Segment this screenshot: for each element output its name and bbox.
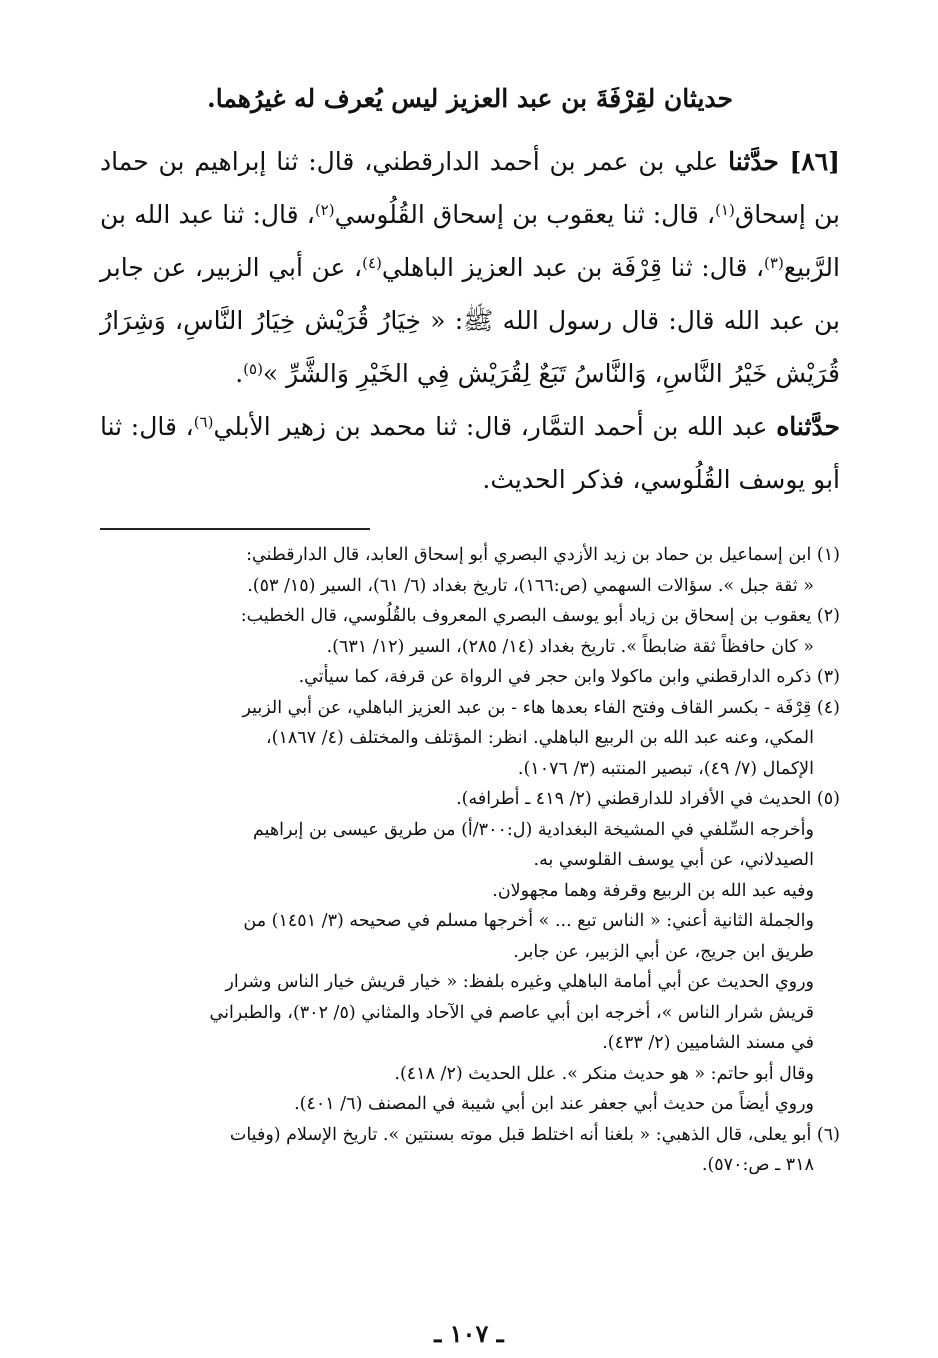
text-segment: ، قال: ثنا عبد الله بن الرَّبيع [100,200,840,282]
text-segment: ، عن أبي الزبير، عن جابر بن عبد الله قال: قال رسول الله ﷺ: « خِيَارُ قُرَيْش خِيَارُ النَّاسِ، وَشِرَارُ قُرَيْش خَيْرُ النَّاسِ، وَالنَّاسُ تَبَعٌ لِقُرَيْش فِي الخَيْرِ وَالشَّرِّ » [100,253,840,388]
footnote-ref-1[interactable]: (١) [715,201,735,219]
main-text [100,135,840,506]
footnote-line: المكي، وعنه عبد الله بن الربيع الباهلي. انظر: المؤتلف والمختلف (٤/ ١٨٦٧)، [266,728,814,748]
text-segment: . [235,359,244,388]
footnotes [100,540,840,1181]
footnote-3 [100,662,840,693]
footnote-line: وروي أيضاً من حديث أبي جعفر عند ابن أبي شيبة في المصنف (٦/ ٤٠١). [294,1094,814,1114]
hadith-paragraph-2 [100,400,840,506]
footnote-ref-5[interactable]: (٥) [243,360,263,378]
page-number: ـ ١٠٧ ـ [434,1319,504,1348]
footnote-line: (٣) ذكره الدارقطني وابن ماكولا وابن حجر في الرواة عن قرفة، كما سيأتي. [298,667,840,687]
text-segment: ، قال: ثنا قِرْفَة بن عبد العزيز الباهلي [381,253,765,282]
chapter-heading: حديثان لقِرْفَةَ بن عبد العزيز ليس يُعرف له غيرُهما. [207,84,733,113]
footnote-line: قريش شرار الناس »، أخرجه ابن أبي عاصم في الآحاد والمثاني (٥/ ٣٠٢)، والطبراني [209,1002,814,1023]
footnote-line: (١) ابن إسماعيل بن حماد بن زيد الأزدي البصري أبو إسحاق العابد، قال الدارقطني: [246,545,840,565]
hadith-paragraph-86 [100,135,840,400]
footnote-ref-2[interactable]: (٢) [314,201,335,219]
footnote-line: والجملة الثانية أعني: « الناس تبع ... » أخرجها مسلم في صحيحه (٣/ ١٤٥١) من [243,911,814,931]
footnote-2 [100,601,840,662]
footnote-divider [100,528,370,530]
footnote-4 [100,693,840,785]
footnote-line: (٦) أبو يعلى، قال الذهبي: « بلغنا أنه اختلط قبل موته بسنتين ». تاريخ الإسلام (وفيات [229,1124,840,1145]
footnote-line: الصيدلاني، عن أبي يوسف القلوسي به. [533,850,814,870]
footnote-line: ٣١٨ ـ ص:٥٧٠). [701,1155,814,1175]
footnote-ref-6[interactable]: (٦) [193,413,214,431]
text-segment: ، قال: ثنا يعقوب بن إسحاق القُلُوسي [334,200,716,229]
footnote-line: طريق ابن جريج، عن أبي الزبير، عن جابر. [513,941,814,962]
text-segment: عبد الله بن أحمد التمَّار، قال: ثنا محمد بن زهير الأبلي [213,412,777,441]
footnote-ref-3[interactable]: (٣) [764,254,784,272]
footnote-ref-4[interactable]: (٤) [362,254,382,272]
footnote-line: (٥) الحديث في الأفراد للدارقطني (٢/ ٤١٩ ـ أطرافه). [456,789,840,809]
footnote-line: الإكمال (٧/ ٤٩)، تبصير المنتبه (٣/ ١٠٧٦). [517,758,814,779]
footnote-line: وقال أبو حاتم: « هو حديث منكر ». علل الحديث (٢/ ٤١٨). [394,1063,814,1084]
footnote-1 [100,540,840,601]
text-segment: ، قال: ثنا أبو يوسف القُلُوسي، فذكر الحديث. [100,412,840,494]
hadith-lead: حدَّثناه [776,412,840,441]
footnote-line: وفيه عبد الله بن الربيع وقرفة وهما مجهولان. [492,880,814,901]
book-page [100,70,840,1340]
footnote-line: « ثقة جبل ». سؤالات السهمي (ص:١٦٦)، تاريخ بغداد (٦/ ٦١)، السير (١٥/ ٥٣). [247,575,814,596]
footnote-line: (٤) قِرْفَة - بكسر القاف وفتح الفاء بعدها هاء - بن عبد العزيز الباهلي، عن أبي الزبير [242,697,840,718]
text-segment: علي بن عمر بن أحمد الدارقطني، قال: ثنا إبراهيم بن حماد بن إسحاق [100,147,840,229]
hadith-lead: [٨٦] حدَّثنا [728,147,841,176]
footnote-line: « كان حافظاً ثقة ضابطاً ». تاريخ بغداد (١٤/ ٢٨٥)، السير (١٢/ ٦٣١). [326,636,814,657]
footnote-line: وأخرجه السِّلفي في المشيخة البغدادية (ل:٣٠٠/أ) من طريق عيسى بن إبراهيم [253,819,814,840]
footnote-5 [100,784,840,1120]
footnote-line: (٢) يعقوب بن إسحاق بن زياد أبو يوسف البصري المعروف بالقُلُوسي، قال الخطيب: [240,606,840,626]
footnote-6 [100,1120,840,1181]
footnote-line: وروي الحديث عن أبي أمامة الباهلي وغيره بلفظ: « خيار قريش خيار الناس وشرار [225,972,814,992]
footnote-line: في مسند الشاميين (٢/ ٤٣٣). [602,1033,814,1053]
